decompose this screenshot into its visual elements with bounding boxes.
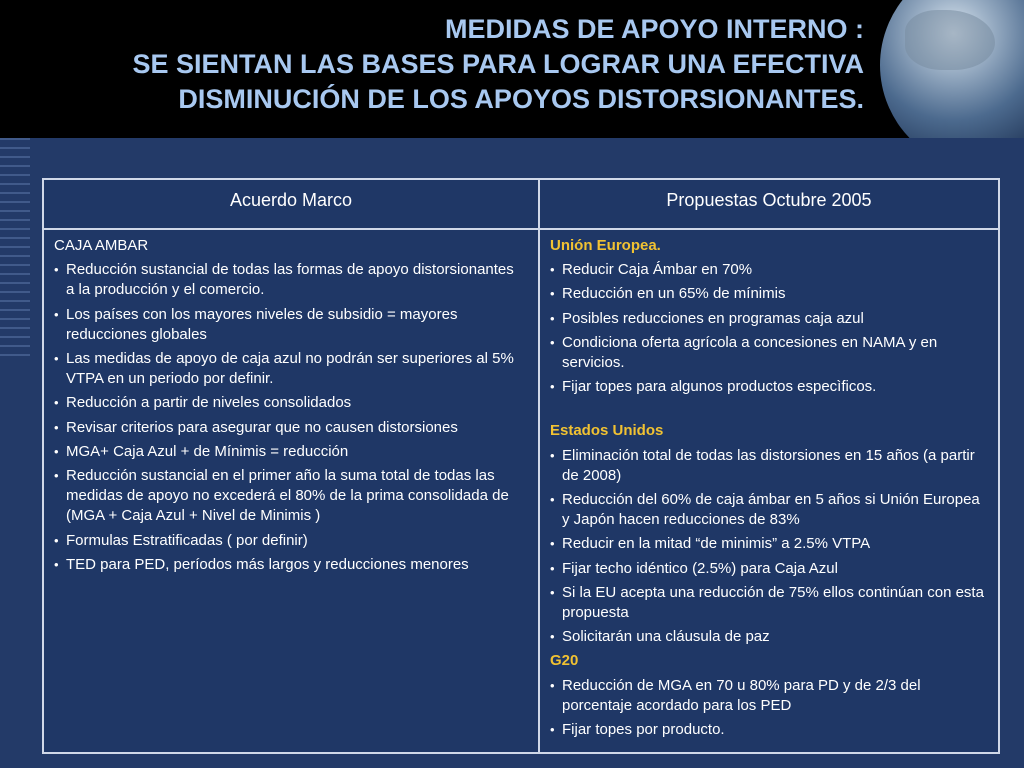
list-item: • Condiciona oferta agrícola a concesiones en NAMA y en servicios. — [550, 333, 990, 373]
list-item: • Posibles reducciones en programas caja azul — [550, 309, 990, 329]
us-heading: Estados Unidos — [550, 422, 664, 440]
list-item: • Fijar topes para algunos productos especìficos. — [550, 377, 990, 397]
left-column — [54, 236, 526, 579]
list-item: • Reducción sustancial de todas las formas de apoyo distorsionantes a la producción y el comercio. — [54, 260, 526, 300]
comparison-table — [42, 178, 1000, 754]
us-list — [550, 446, 990, 648]
title-line-1: MEDIDAS DE APOYO INTERNO : — [444, 14, 864, 44]
list-item: • Los países con los mayores niveles de subsidio = mayores reducciones globales — [54, 305, 526, 345]
left-list — [54, 260, 526, 575]
list-item: • Reducción a partir de niveles consolidados — [54, 393, 526, 413]
list-item: • Si la EU acepta una reducción de 75% ellos continúan con esta propuesta — [550, 583, 990, 623]
title-line-3: DISMINUCIÓN DE LOS APOYOS DISTORSIONANTES. — [178, 84, 864, 114]
right-column — [550, 236, 990, 744]
list-item: • TED para PED, períodos más largos y reducciones menores — [54, 555, 526, 575]
list-item: • MGA+ Caja Azul + de Mínimis = reducción — [54, 442, 526, 462]
eu-list — [550, 260, 990, 397]
header-divider — [44, 228, 998, 230]
header-propuestas: Propuestas Octubre 2005 — [666, 190, 872, 210]
title-line-2: SE SIENTAN LAS BASES PARA LOGRAR UNA EFECTIVA — [132, 49, 864, 79]
list-item: • Fijar topes por producto. — [550, 720, 990, 740]
caja-ambar-heading: CAJA AMBAR — [54, 237, 149, 254]
column-divider — [538, 180, 540, 752]
list-item: • Formulas Estratificadas ( por definir) — [54, 531, 526, 551]
list-item: • Reducir Caja Ámbar en 70% — [550, 260, 990, 280]
list-item: • Solicitarán una cláusula de paz — [550, 627, 990, 647]
slide-title — [132, 12, 864, 117]
list-item: • Las medidas de apoyo de caja azul no podrán ser superiores al 5% VTPA en un periodo por definir. — [54, 349, 526, 389]
header-acuerdo-marco: Acuerdo Marco — [229, 190, 353, 210]
list-item: • Reducción de MGA en 70 u 80% para PD y de 2/3 del porcentaje acordado para los PED — [550, 676, 990, 716]
header-band — [0, 0, 1024, 138]
g20-heading: G20 — [550, 652, 579, 670]
list-item: • Reducción sustancial en el primer año la suma total de todas las medidas de apoyo no excederá el 80% de la prima consolidada de (MGA + Caja Azul + Nivel de Minimis ) — [54, 466, 526, 527]
list-item: • Reducir en la mitad “de minimis” a 2.5% VTPA — [550, 534, 990, 554]
list-item: • Fijar techo idéntico (2.5%) para Caja Azul — [550, 559, 990, 579]
decorative-stripes — [0, 138, 30, 358]
eu-heading: Unión Europea. — [550, 237, 661, 254]
list-item: • Reducción del 60% de caja ámbar en 5 años si Unión Europea y Japón hacen reducciones de 83% — [550, 490, 990, 530]
list-item: • Revisar criterios para asegurar que no causen distorsiones — [54, 418, 526, 438]
g20-list — [550, 676, 990, 741]
list-item: • Eliminación total de todas las distorsiones en 15 años (a partir de 2008) — [550, 446, 990, 486]
list-item: • Reducción en un 65% de mínimis — [550, 284, 990, 304]
spacer — [550, 401, 990, 421]
